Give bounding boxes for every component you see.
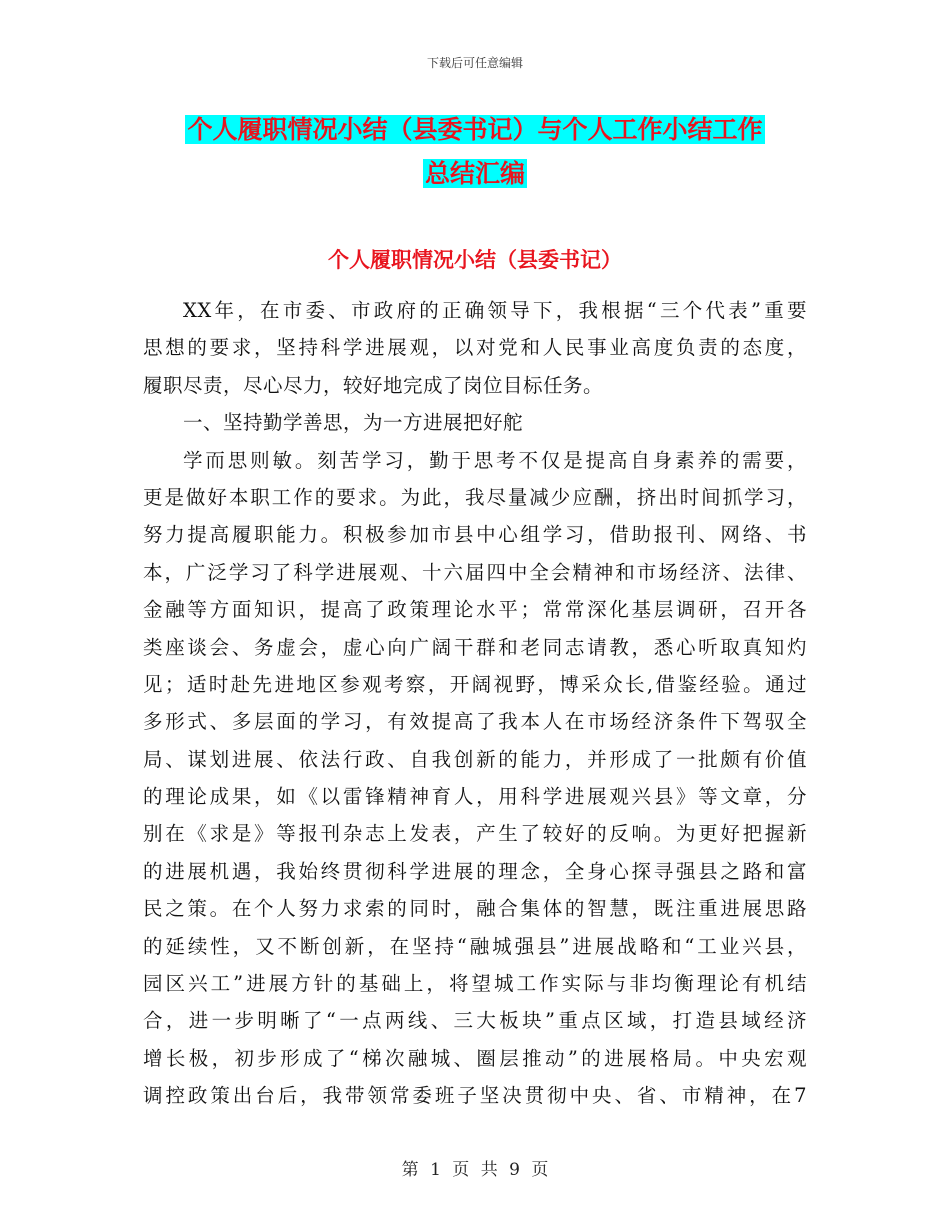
text-line: 类座谈会、务虚会，虚心向广阔干群和老同志请教，悉心听取真知灼 — [143, 635, 807, 659]
text-line: 园区兴工”进展方针的基础上，将望城工作实际与非均衡理论有机结 — [143, 972, 807, 996]
text-line: 履职尽责，尽心尽力，较好地完成了岗位目标任务。 — [143, 373, 604, 397]
text-line: 金融等方面知识，提高了政策理论水平；常常深化基层调研，召开各 — [143, 598, 807, 622]
subheading-line: 一、坚持勤学善思，为一方进展把好舵 — [183, 411, 524, 435]
text-line: XX年，在市委、市政府的正确领导下，我根据“三个代表”重要 — [183, 299, 807, 322]
document-title-line-1 — [0, 110, 950, 150]
page-number-footer: 第 1 页 共 9 页 — [401, 1160, 549, 1180]
text-line: 的理论成果，如《以雷锋精神育人，用科学进展观兴县》等文章，分 — [143, 785, 807, 809]
text-line: 本，广泛学习了科学进展观、十六届四中全会精神和市场经济、法律、 — [143, 560, 807, 584]
text-line: 的延续性，又不断创新，在坚持“融城强县”进展战略和“工业兴县， — [143, 934, 807, 958]
text-line: 增长极，初步形成了“梯次融城、圈层推动”的进展格局。中央宏观 — [143, 1046, 807, 1070]
text-line: 多形式、多层面的学习，有效提高了我本人在市场经济条件下驾驭全 — [143, 710, 807, 734]
title-highlight-2: 总结汇编 — [424, 159, 525, 188]
section-title: 个人履职情况小结（县委书记） — [328, 248, 622, 272]
text-line: 学而思则敏。刻苦学习，勤于思考不仅是提高自身素养的需要， — [183, 448, 807, 472]
text-line: 局、谋划进展、依法行政、自我创新的能力，并形成了一批颇有价值 — [143, 747, 807, 771]
text-line: 调控政策出台后，我带领常委班子坚决贯彻中央、省、市精神，在7 — [143, 1084, 807, 1108]
text-line: 思想的要求，坚持科学进展观，以对党和人民事业高度负责的态度， — [143, 336, 807, 360]
body-text — [143, 292, 807, 1115]
text-line: 合，进一步明晰了“一点两线、三大板块”重点区域，打造县域经济 — [143, 1009, 807, 1033]
header-note: 下载后可任意编辑 — [426, 56, 523, 70]
text-line: 别在《求是》等报刊杂志上发表，产生了较好的反响。为更好把握新 — [143, 822, 807, 846]
text-line: 努力提高履职能力。积极参加市县中心组学习，借助报刊、网络、书 — [143, 523, 807, 547]
text-line: 民之策。在个人努力求索的同时，融合集体的智慧，既注重进展思路 — [143, 897, 807, 921]
text-line: 更是做好本职工作的要求。为此，我尽量减少应酬，挤出时间抓学习， — [143, 485, 807, 509]
text-line: 的进展机遇，我始终贯彻科学进展的理念，全身心探寻强县之路和富 — [143, 859, 807, 883]
title-highlight-1: 个人履职情况小结（县委书记）与个人工作小结工作 — [187, 115, 763, 144]
text-line: 见；适时赴先进地区参观考察，开阔视野，博采众长,借鉴经验。通过 — [143, 672, 807, 696]
document-title-line-2 — [0, 154, 950, 194]
